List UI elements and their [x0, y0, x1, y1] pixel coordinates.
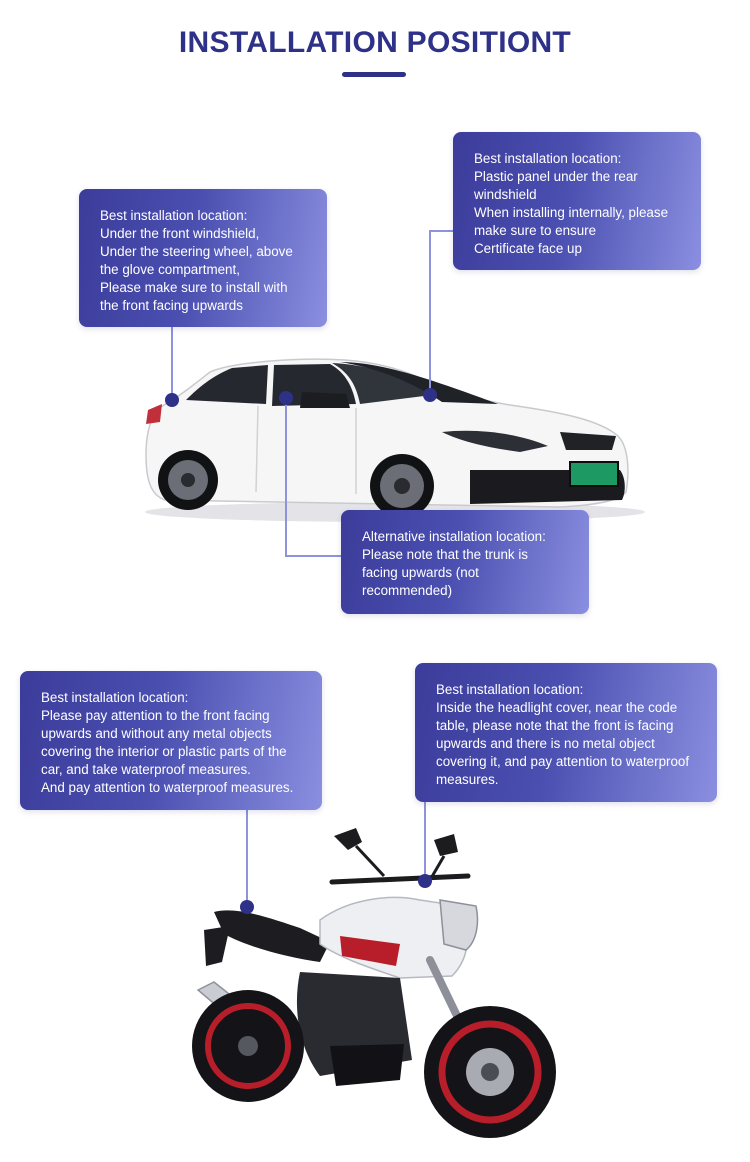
connector-line-rear-vertical: [429, 230, 431, 395]
connector-line-headlight: [424, 801, 426, 881]
location-dot-rear: [423, 388, 437, 402]
connector-line-seat: [246, 809, 248, 907]
location-dot-trunk: [279, 391, 293, 405]
connector-line-front: [171, 327, 173, 400]
callout-heading: Best installation location:: [41, 690, 189, 705]
title-underline: [342, 72, 406, 77]
motorcycle-image: [0, 820, 750, 1160]
connector-line-trunk-horizontal: [285, 555, 342, 557]
callout-heading: Best installation location:: [436, 682, 584, 697]
location-dot-seat: [240, 900, 254, 914]
callout-motorcycle-seat: [20, 671, 322, 810]
callout-text: Plastic panel under the rear windshield When installing internally, please make sure to ensure Certificate face up: [474, 169, 669, 256]
callout-heading: Best installation location:: [100, 208, 248, 223]
location-dot-headlight: [418, 874, 432, 888]
callout-text: Please note that the trunk is facing upwards (not recommended): [362, 547, 528, 598]
callout-text: Please pay attention to the front facing upwards and without any metal objects covering the interior or plastic parts of the car, and take waterproof measures. And pay attention to waterproof measures.: [41, 708, 294, 795]
callout-motorcycle-headlight: [415, 663, 717, 802]
callout-car-front: [79, 189, 327, 327]
connector-line-trunk-vertical: [285, 398, 287, 556]
car-image: [0, 330, 750, 530]
location-dot-front: [165, 393, 179, 407]
callout-car-trunk: [341, 510, 589, 614]
callout-heading: Alternative installation location:: [362, 529, 546, 544]
page-title: INSTALLATION POSITIONT: [178, 26, 572, 59]
connector-line-rear-horizontal: [429, 230, 454, 232]
callout-text: Under the front windshield, Under the steering wheel, above the glove compartment, Please make sure to install with the front facing upwards: [100, 226, 293, 313]
callout-text: Inside the headlight cover, near the code table, please note that the front is facing upwards and there is no metal object covering it, and pay attention to waterproof measures.: [436, 700, 690, 787]
callout-heading: Best installation location:: [474, 151, 622, 166]
callout-car-rear: [453, 132, 701, 270]
